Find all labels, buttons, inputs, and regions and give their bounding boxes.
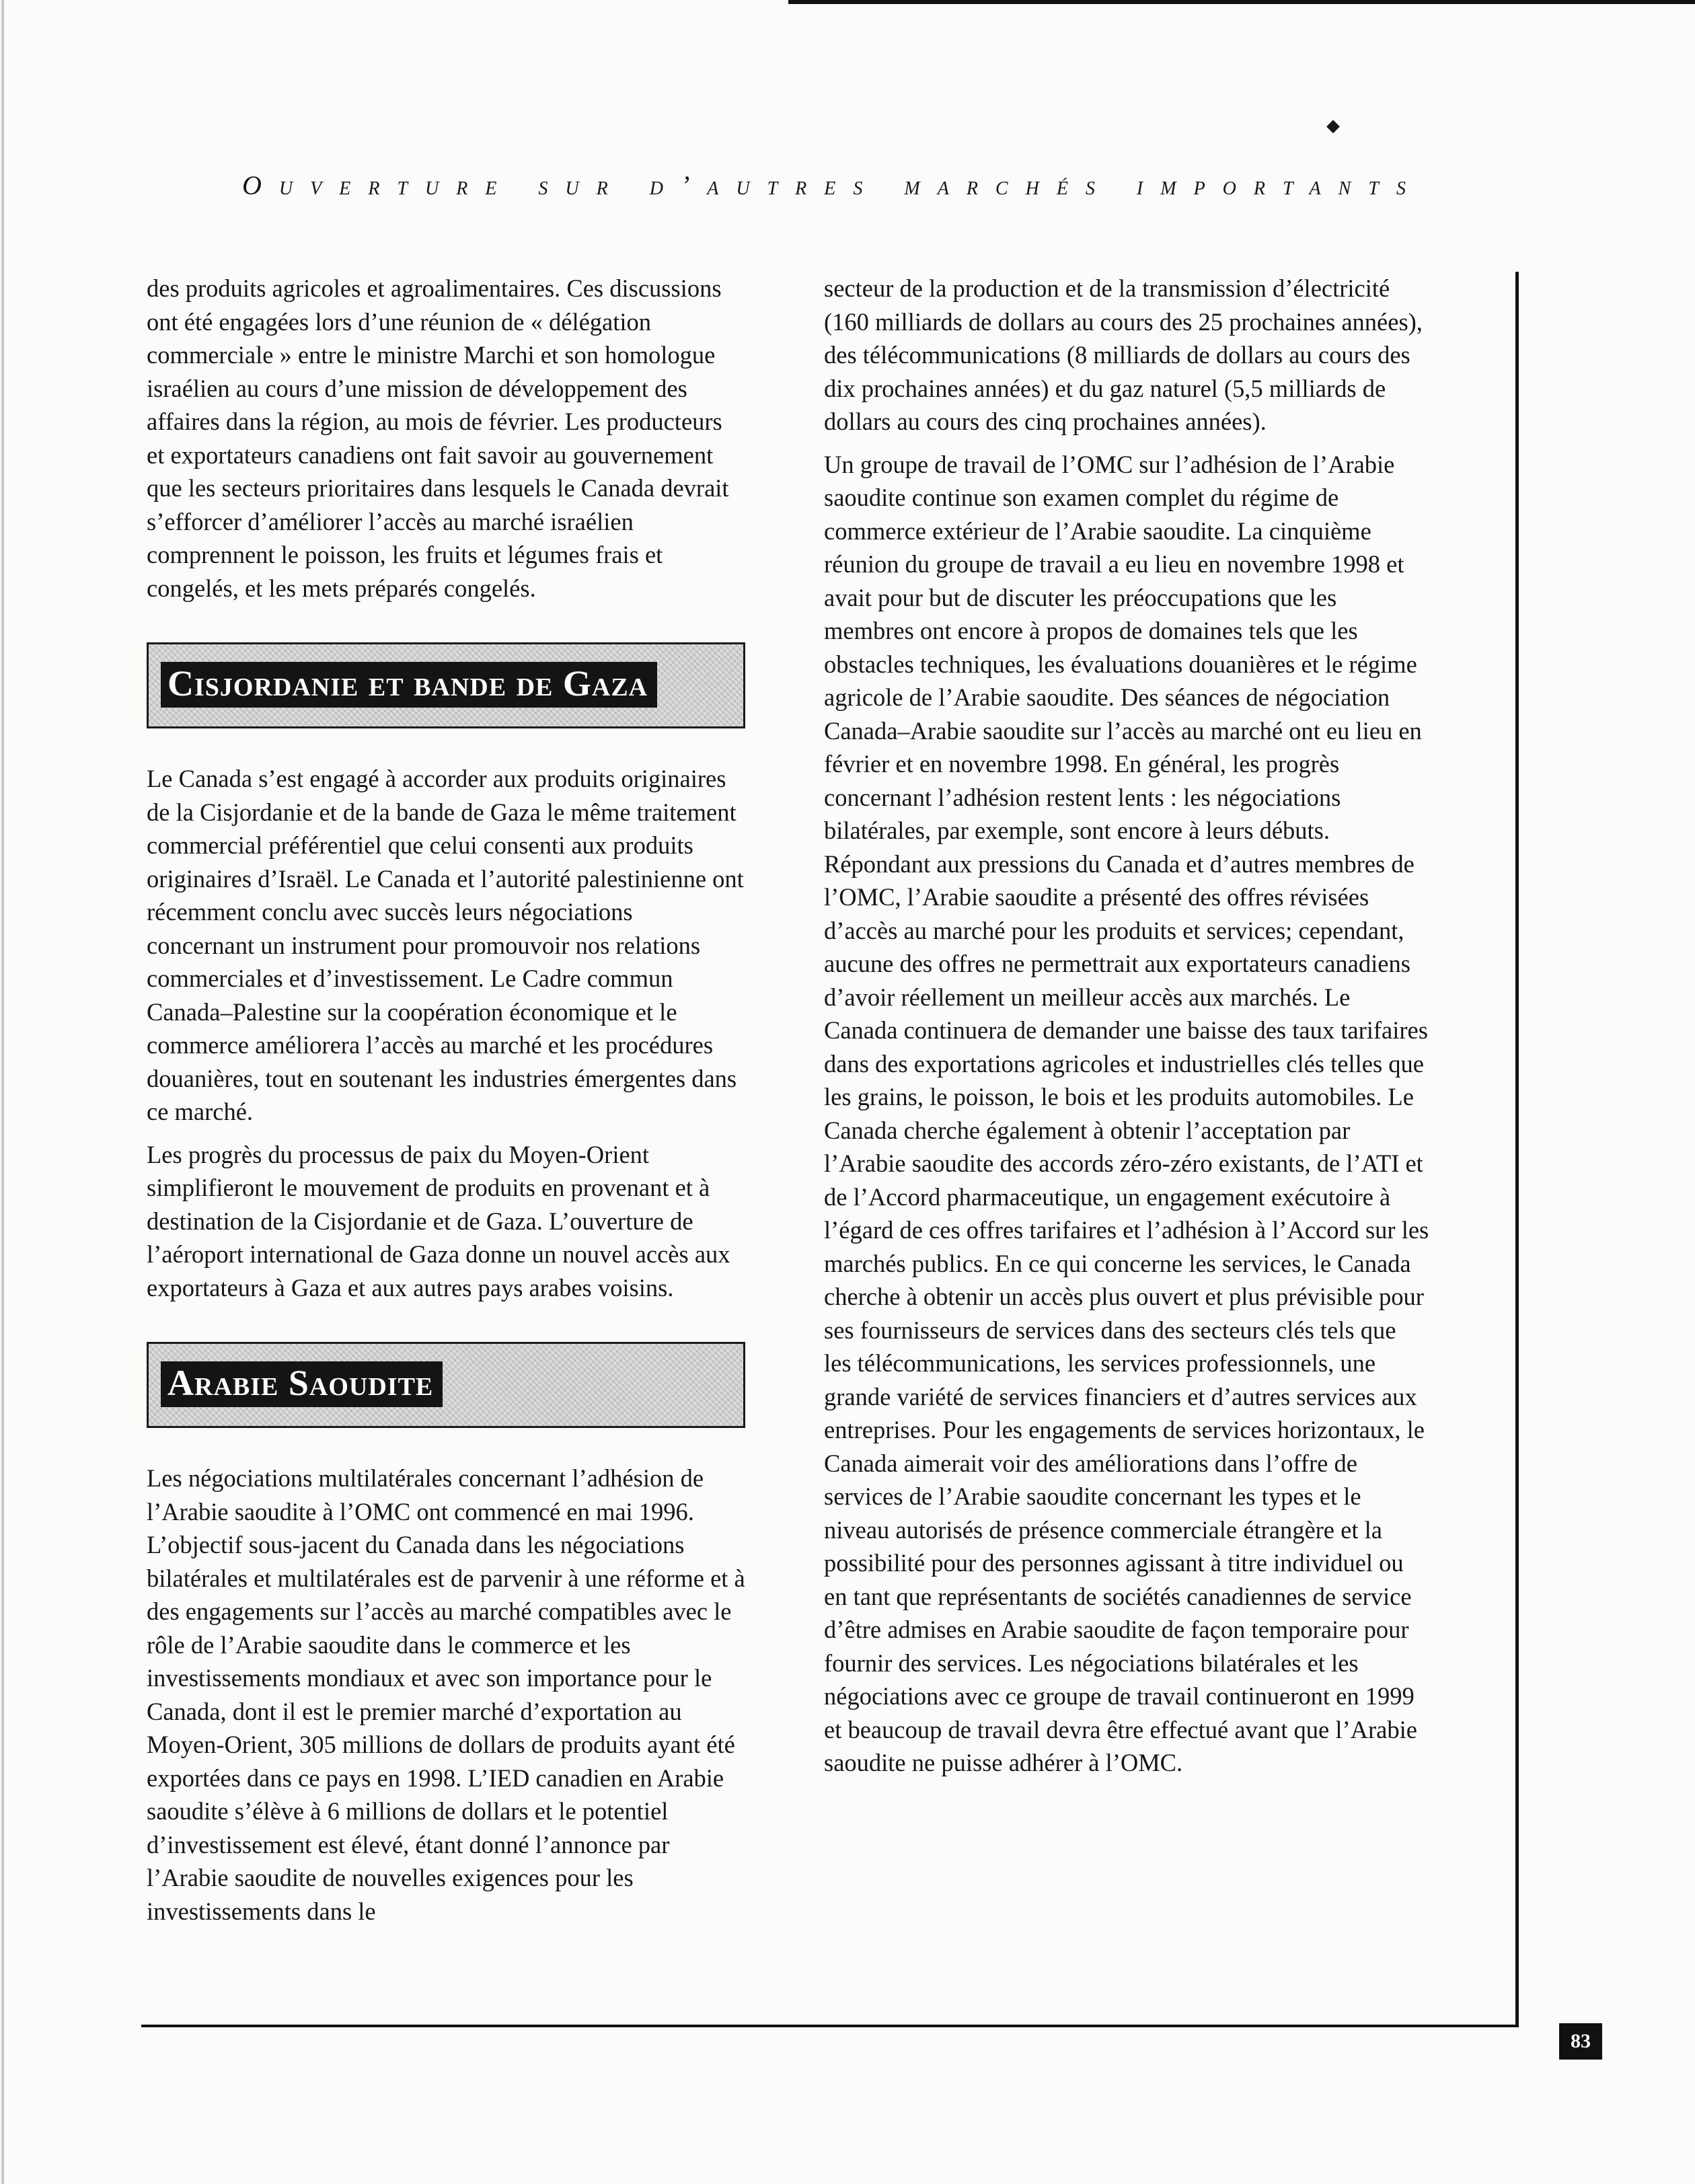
corner-mark: ◆: [1326, 116, 1340, 135]
section-heading: Arabie Saoudite: [161, 1361, 443, 1407]
right-column: [824, 272, 1429, 1780]
column-rule: [1515, 272, 1519, 2025]
section-heading-box: [147, 642, 745, 728]
running-head: Ouverture sur d’autres marchés importants: [242, 170, 1423, 200]
left-column: [147, 272, 745, 1928]
paragraph: Un groupe de travail de l’OMC sur l’adhésion de l’Arabie saoudite continue son examen complet du régime de commerce extérieur de l’Arabie saoudite. La cinquième réunion du groupe de travail a eu lieu en novembre 1998 et avait pour but de discuter les préoccupations que les membres ont encore à propos de domaines tels que les obstacles techniques, les évaluations douanières et le régime agricole de l’Arabie saoudite. Des séances de négociation Canada–Arabie saoudite sur l’accès au marché ont eu lieu en février et en novembre 1998. En général, les progrès concernant l’adhésion restent lents : les négociations bilatérales, par exemple, sont encore à leurs débuts. Répondant aux pressions du Canada et d’autres membres de l’OMC, l’Arabie saoudite a présenté des offres révisées d’accès au marché pour les produits et services; cependant, aucune des offres ne permettrait aux exportateurs canadiens d’avoir réellement un meilleur accès aux marchés. Le Canada continuera de demander une baisse des taux tarifaires dans des exportations agricoles et industrielles clés telles que les grains, le poisson, le bois et les produits automobiles. Le Canada cherche également à obtenir l’acceptation par l’Arabie saoudite des accords zéro-zéro existants, de l’ATI et de l’Accord pharmaceutique, un engagement exécutoire à l’égard de ces offres tarifaires et l’adhésion à l’Accord sur les marchés publics. En ce qui concerne les services, le Canada cherche à obtenir un accès plus ouvert et plus prévisible pour ses fournisseurs de services dans des secteurs clés tels que les télécommunications, les services professionnels, une grande variété de services financiers et d’autres services aux entreprises. Pour les engagements de services horizontaux, le Canada aimerait voir des améliorations dans l’offre de services de l’Arabie saoudite concernant les types et le niveau autorisés de présence commerciale étrangère et la possibilité pour des personnes agissant à titre individuel ou en tant que représentants de sociétés canadiennes de service d’être admises en Arabie saoudite de façon temporaire pour fournir des services. Les négociations bilatérales et les négociations avec ce groupe de travail continueront en 1999 et beaucoup de travail devra être effectué avant que l’Arabie saoudite ne puisse adhérer à l’OMC.: [824, 450, 1429, 1776]
section-heading-box: [147, 1342, 745, 1428]
scan-edge-mark: [1, 0, 4, 2184]
paragraph: des produits agricoles et agroalimentaires. Ces discussions ont été engagées lors d’une réunion de « délégation commerciale » entre le ministre Marchi et son homologue israélien au cours d’une mission de développement des affaires dans la région, au mois de février. Les producteurs et exportateurs canadiens ont fait savoir au gouvernement que les secteurs prioritaires dans lesquels le Canada devrait s’efforcer d’améliorer l’accès au marché israélien comprennent le poisson, les fruits et légumes frais et congelés, et les mets préparés congelés.: [147, 274, 729, 602]
paragraph: Les progrès du processus de paix du Moyen-Orient simplifieront le mouvement de produits en provenant et à destination de la Cisjordanie et de Gaza. L’ouverture de l’aéroport international de Gaza donne un nouvel accès aux exportateurs à Gaza et aux autres pays arabes voisins.: [147, 1140, 730, 1302]
paragraph: Le Canada s’est engagé à accorder aux produits originaires de la Cisjordanie et de la bande de Gaza le même traitement commercial préférentiel que celui consenti aux produits originaires d’Israël. Le Canada et l’autorité palestinienne ont récemment conclu avec succès leurs négociations concernant un instrument pour promouvoir nos relations commerciales et d’investissement. Le Cadre commun Canada–Palestine sur la coopération économique et le commerce améliorera l’accès au marché et les procédures douanières, tout en soutenant les industries émergentes dans ce marché.: [147, 765, 744, 1125]
paragraph: Les négociations multilatérales concernant l’adhésion de l’Arabie saoudite à l’OMC ont commencé en mai 1996. L’objectif sous-jacent du Canada dans les négociations bilatérales et multilatérales est de parvenir à une réforme et à des engagements sur l’accès au marché compatibles avec le rôle de l’Arabie saoudite dans le commerce et les investissements mondiaux et avec son importance pour le Canada, dont il est le premier marché d’exportation au Moyen-Orient, 305 millions de dollars de produits ayant été exportées dans ce pays en 1998. L’IED canadien en Arabie saoudite s’élève à 6 millions de dollars et le potentiel d’investissement est élevé, étant donné l’annonce par l’Arabie saoudite de nouvelles exigences pour les investissements dans le: [147, 1464, 745, 1925]
bottom-rule: [141, 2025, 1519, 2027]
paragraph: secteur de la production et de la transmission d’électricité (160 milliards de dollars au cours des 25 prochaines années), des télécommunications (8 milliards de dollars au cours des dix prochaines années) et du gaz naturel (5,5 milliards de dollars au cours des cinq prochaines années).: [824, 274, 1423, 435]
top-rule: [788, 0, 1695, 4]
section-heading: Cisjordanie et bande de Gaza: [161, 662, 657, 708]
page-number: 83: [1559, 2023, 1602, 2060]
